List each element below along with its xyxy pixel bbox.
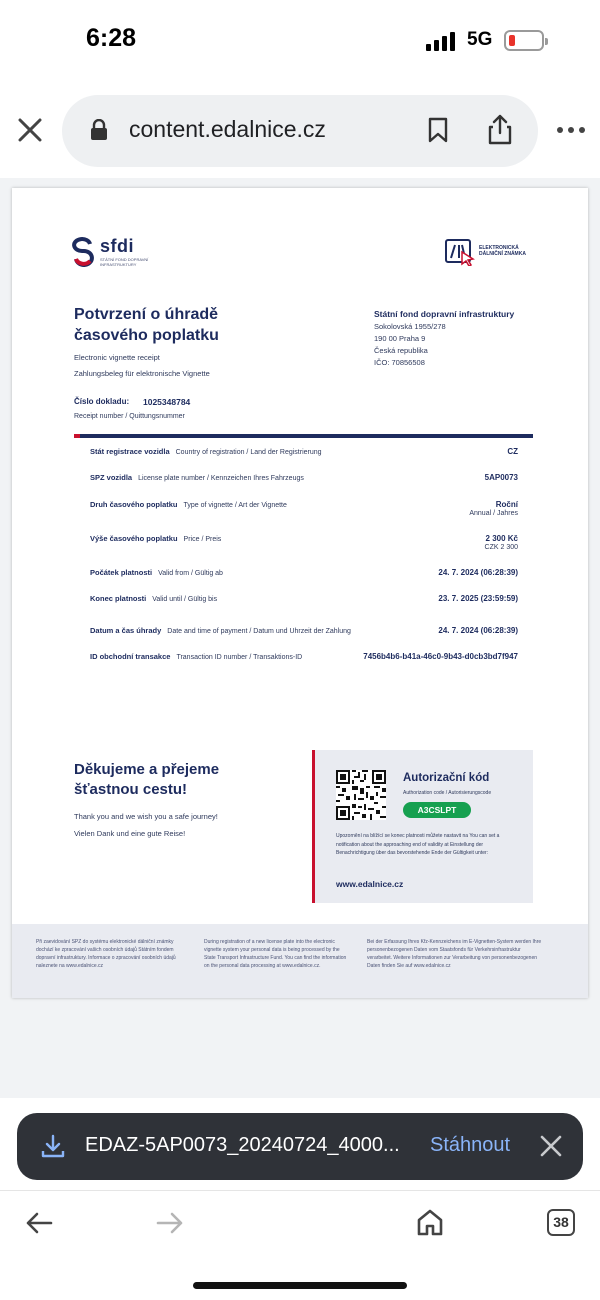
footer-text-cz: Při zaevidování SPZ do systému elektronické dálniční známky dochází ke zpracování vašich osobních údajů Státním fondem dopravní infrastruktury. Informace o zpracování osobních údajů naleznete na www.edalnice.cz — [36, 939, 176, 969]
row-label: ID obchodní transakce — [90, 652, 171, 661]
row-desc: Price / Preis — [183, 536, 222, 543]
edz-logo — [444, 236, 535, 266]
lock-icon — [90, 119, 108, 141]
detail-row — [90, 652, 518, 661]
issuer-name: Státní fond dopravní infrastruktury — [374, 309, 515, 319]
receipt-subtitle-en: Electronic vignette receipt — [74, 353, 160, 362]
row-value: 24. 7. 2024 (06:28:39) — [438, 626, 518, 635]
row-value: 7456b4b6-b41a-46c0-9b43-d0cb3bd7f947 — [363, 652, 518, 661]
row-label: Počátek platnosti — [90, 568, 153, 577]
row-value: 23. 7. 2025 (23:59:59) — [438, 594, 518, 603]
auth-code-title: Autorizační kód — [403, 772, 490, 784]
download-filename: EDAZ-5AP0073_20240724_4000... — [85, 1134, 400, 1156]
receipt-document — [12, 188, 588, 998]
row-value: CZ — [507, 447, 518, 456]
issuer-address — [374, 308, 514, 369]
share-icon[interactable] — [486, 113, 514, 145]
qr-code-icon — [336, 770, 386, 820]
row-value: 2 300 Kč — [485, 534, 518, 543]
battery-icon — [504, 30, 544, 51]
home-indicator — [193, 1282, 407, 1289]
detail-row — [90, 626, 518, 635]
footer-text-en: During registration of a new license plate into the electronic vignette system your personal data is being processed by the State Transport Infrastructure Fund. You can find the information on the personal data processing at www.edalnice.cz. — [204, 939, 347, 969]
row-label: SPZ vozidla — [90, 473, 133, 482]
thanks-heading: Děkujeme a přejeme šťastnou cestu! — [74, 761, 220, 798]
row-value: 5AP0073 — [484, 473, 518, 482]
issuer-ico: IČO: 70856508 — [374, 358, 425, 367]
network-type: 5G — [467, 29, 493, 50]
sfdi-logo-icon — [72, 237, 94, 267]
footer-text-de: Bei der Erfassung Ihres Kfz-Kennzeichens im E-Vignetten-System werden Ihre personenbezogenen Daten vom Staatsfonds für Verkehrsinfrastruktur verarbeitet. Weitere Informationen zur Verarbeitung von personenbezogenen Daten finden Sie auf www.edalnice.cz — [367, 939, 542, 969]
home-icon[interactable] — [416, 1208, 444, 1236]
row-label: Stát registrace vozidla — [90, 447, 170, 456]
row-desc: Type of vignette / Art der Vignette — [183, 502, 287, 509]
detail-row — [90, 447, 518, 456]
row-label: Druh časového poplatku — [90, 500, 178, 509]
auth-code-subtitle: Authorization code / Autorisierungscode — [403, 790, 492, 796]
bookmark-icon[interactable] — [428, 117, 448, 143]
privacy-footer — [12, 924, 588, 998]
receipt-subtitle-de: Zahlungsbeleg für elektronische Vignette — [74, 369, 210, 378]
thanks-text-de: Vielen Dank und eine gute Reise! — [74, 829, 186, 838]
row-label: Výše časového poplatku — [90, 534, 178, 543]
row-value: Roční — [495, 500, 518, 509]
row-desc: Country of registration / Land der Registrierung — [175, 449, 322, 456]
close-icon[interactable] — [540, 1135, 562, 1157]
pdf-viewer[interactable] — [0, 178, 600, 1098]
sfdi-logo-subtext: STÁTNÍ FOND DOPRAVNÍ INFRASTRUKTURY — [100, 257, 149, 267]
address-bar[interactable] — [62, 95, 538, 167]
issuer-city: 190 00 Praha 9 — [374, 334, 426, 343]
download-bar — [17, 1113, 583, 1180]
receipt-number: 1025348784 — [143, 397, 191, 407]
detail-row — [90, 568, 518, 577]
row-desc: Date and time of payment / Datum und Uhrzeit der Zahlung — [167, 628, 351, 635]
auth-note: Upozornění na blížící se konec platnosti můžete nastavit na You can set a notification about the approaching end of validity at Einstellung der Benachrichtigung über das bevorstehende Ende der Gültigkeit unter: — [336, 833, 500, 856]
issuer-country: Česká republika — [374, 346, 428, 355]
signal-icon — [426, 32, 455, 51]
url-text: content.edalnice.cz — [129, 116, 326, 142]
row-label: Datum a čas úhrady — [90, 626, 162, 635]
sfdi-logo — [72, 236, 160, 267]
detail-row — [90, 534, 518, 551]
thanks-text-en: Thank you and we wish you a safe journey! — [74, 812, 218, 821]
tab-count-button[interactable]: 38 — [547, 1209, 575, 1236]
row-desc: Valid until / Gültig bis — [152, 596, 218, 603]
receipt-number-sublabel: Receipt number / Quittungsnummer — [74, 413, 185, 420]
edz-logo-text: ELEKTRONICKÁ DÁLNIČNÍ ZNÁMKA — [479, 245, 526, 257]
url-toolbar — [0, 95, 600, 167]
row-desc: Valid from / Gültig ab — [158, 570, 223, 577]
divider — [74, 434, 533, 438]
receipt-number-label: Číslo dokladu: — [74, 397, 130, 406]
auth-url: www.edalnice.cz — [336, 879, 404, 889]
forward-arrow-icon[interactable] — [156, 1211, 184, 1235]
close-icon[interactable] — [17, 117, 43, 143]
issuer-street: Sokolovská 1955/278 — [374, 322, 446, 331]
download-icon — [41, 1134, 65, 1158]
detail-row — [90, 500, 518, 517]
receipt-title: Potvrzení o úhradě časového poplatku — [74, 306, 219, 344]
detail-row — [90, 473, 518, 482]
row-value-secondary: Annual / Jahres — [469, 510, 518, 517]
vignette-logo-icon — [444, 236, 476, 266]
status-time: 6:28 — [86, 24, 137, 52]
row-desc: Transaction ID number / Transaktions-ID — [176, 654, 303, 661]
more-menu-icon[interactable] — [557, 127, 585, 133]
row-desc: License plate number / Kennzeichen Ihres Fahrzeugs — [138, 475, 304, 482]
detail-row — [90, 594, 518, 603]
back-arrow-icon[interactable] — [25, 1211, 53, 1235]
row-label: Konec platnosti — [90, 594, 147, 603]
sfdi-logo-text: sfdi — [100, 236, 135, 256]
status-bar — [0, 0, 600, 80]
row-value-secondary: CZK 2 300 — [484, 544, 518, 551]
auth-code-badge: A3CSLPT — [403, 802, 471, 818]
authorization-box — [312, 750, 533, 903]
row-value: 24. 7. 2024 (06:28:39) — [438, 568, 518, 577]
download-button[interactable]: Stáhnout — [430, 1134, 511, 1156]
